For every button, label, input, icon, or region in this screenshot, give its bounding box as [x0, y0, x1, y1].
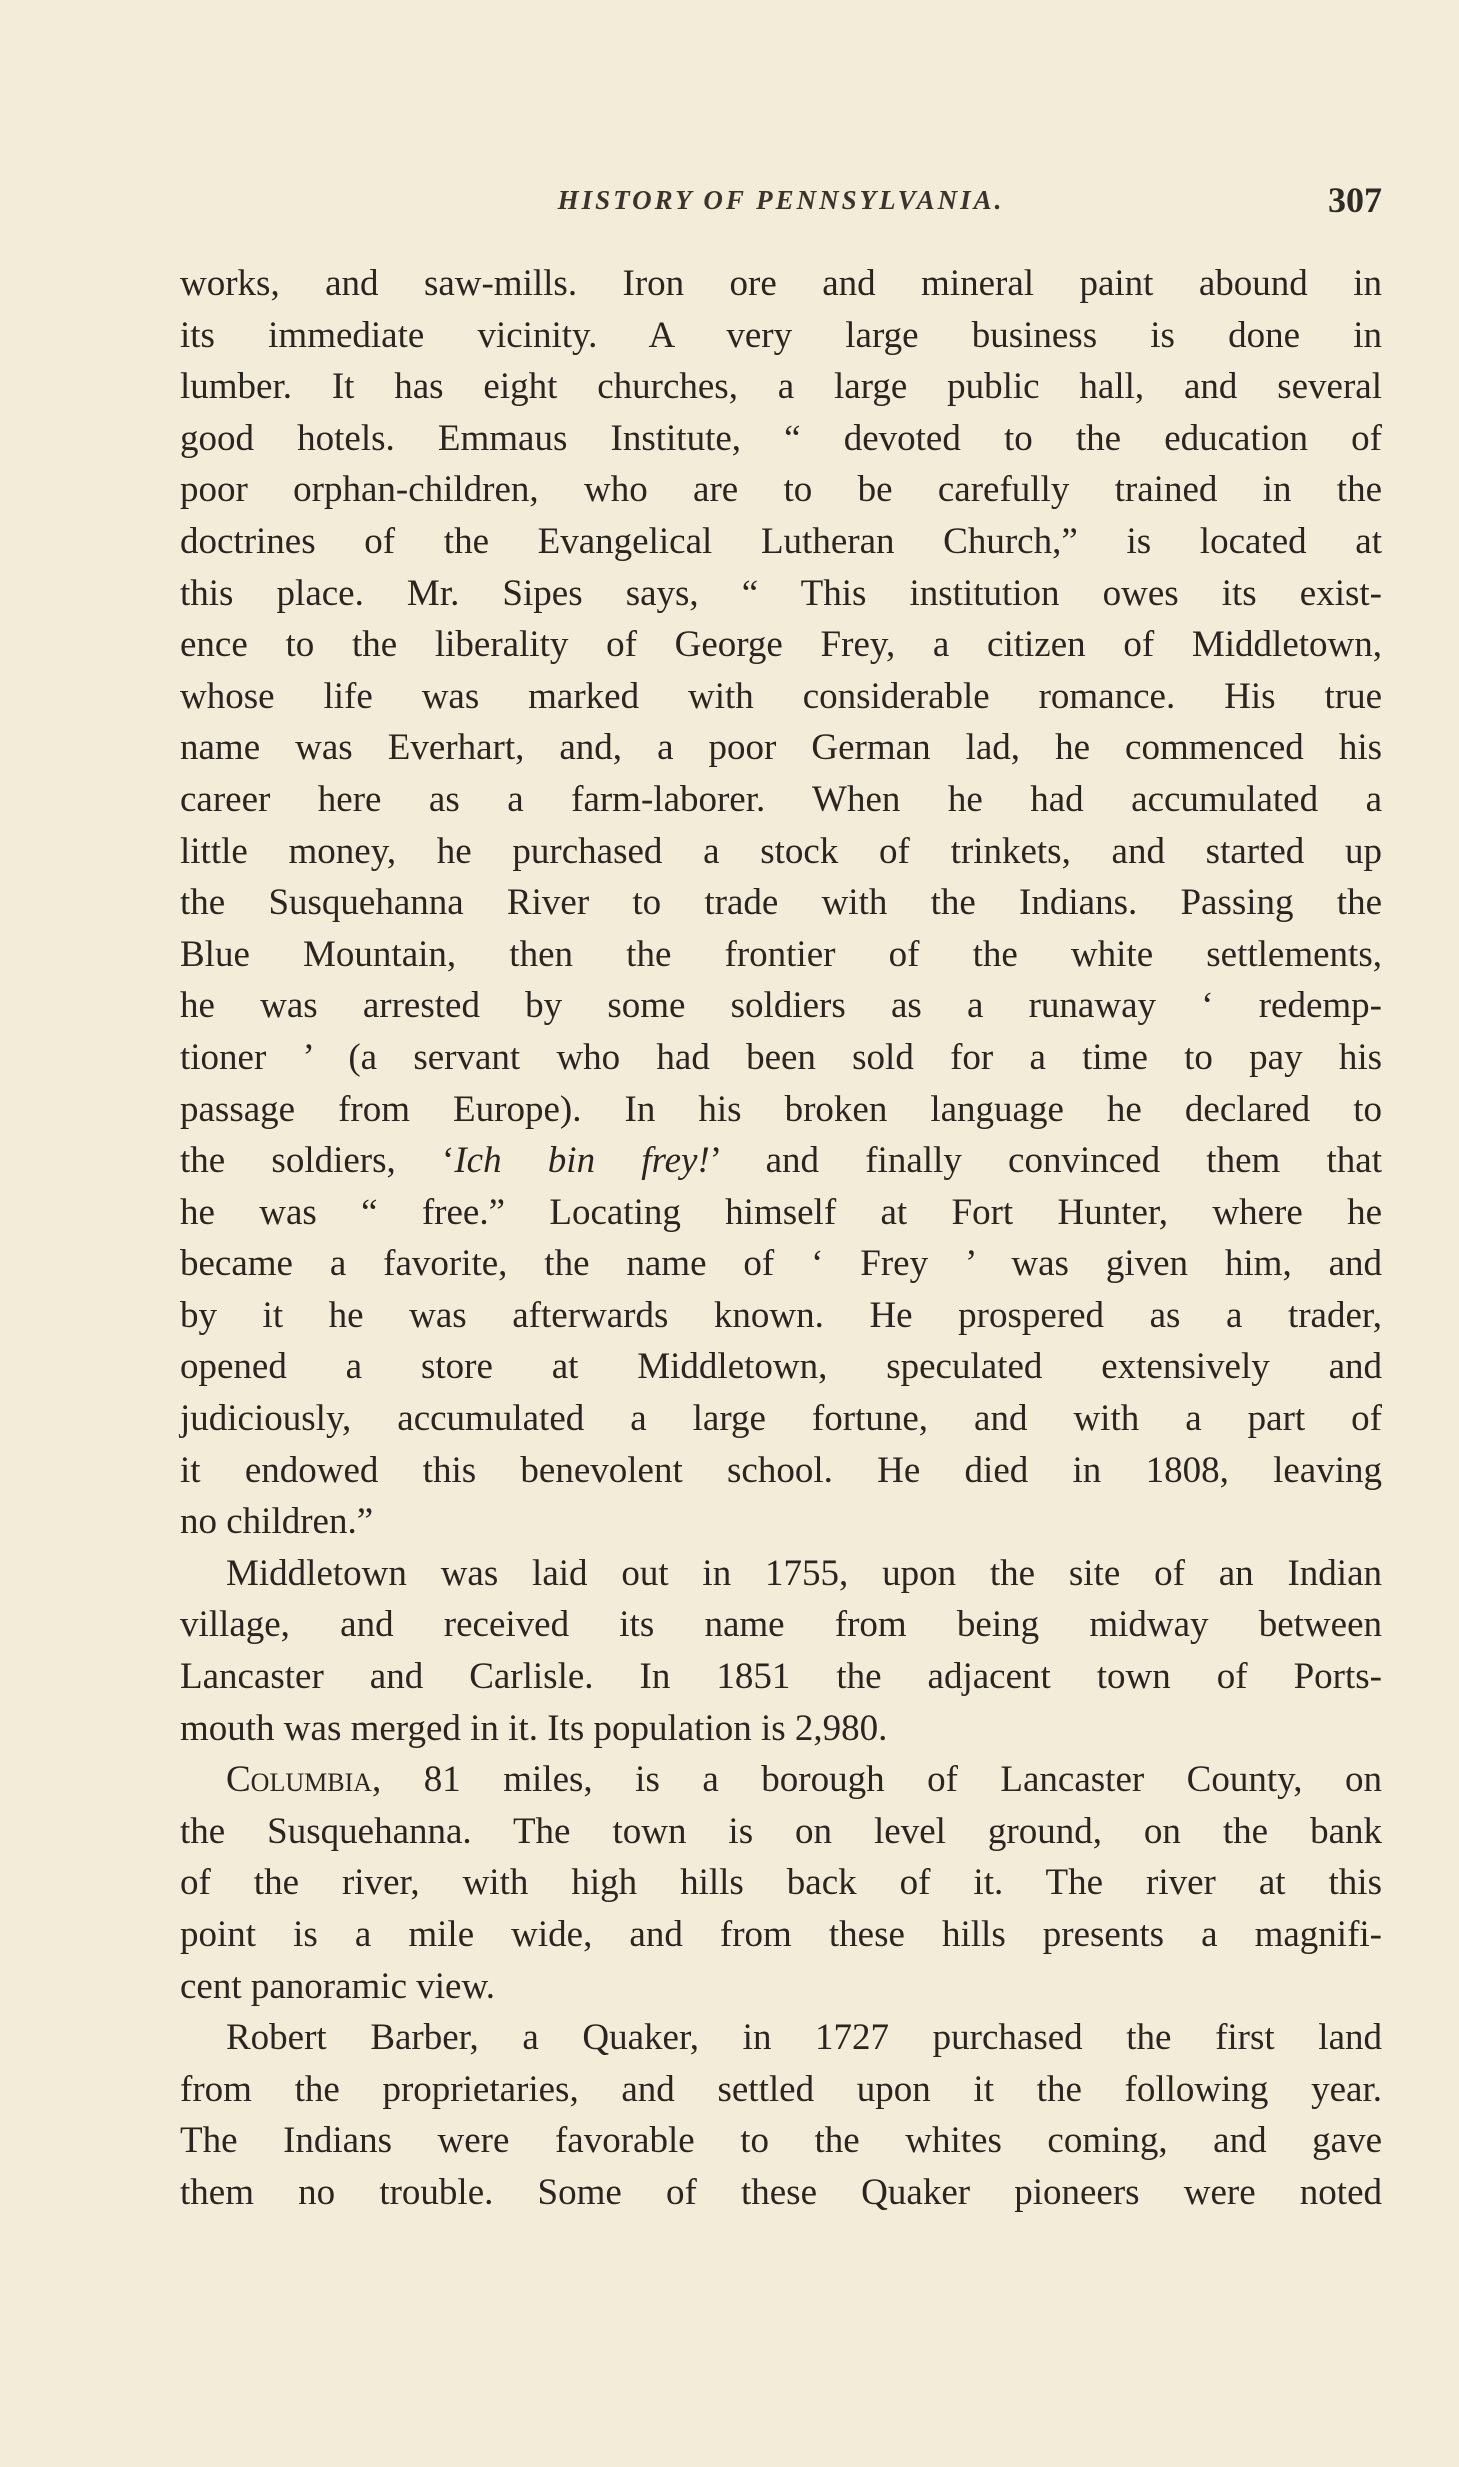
- text-segment: the soldiers, ‘: [180, 1140, 455, 1182]
- italic-phrase: Ich bin frey!: [454, 1140, 710, 1182]
- text-line: village, and received its name from being midway between: [180, 1604, 1382, 1646]
- text-line: works, and saw-mills. Iron ore and mineral paint abound in: [180, 263, 1382, 304]
- text-line: whose life was marked with considerable romance. His true: [180, 675, 1382, 717]
- small-caps-lead: Columbia,: [226, 1759, 382, 1801]
- text-segment: 81 miles, is a borough of Lancaster County, on: [381, 1759, 1382, 1801]
- text-line: Blue Mountain, then the frontier of the white settlements,: [180, 933, 1382, 975]
- text-line: he was arrested by some soldiers as a runaway ‘ redemp-: [180, 985, 1382, 1027]
- paragraph-2: [180, 1548, 1382, 1754]
- text-line: ence to the liberality of George Frey, a citizen of Middletown,: [180, 624, 1382, 666]
- text-line: became a favorite, the name of ‘ Frey ’ was given him, and: [180, 1243, 1382, 1285]
- text-line: Robert Barber, a Quaker, in 1727 purchased the first land: [226, 2017, 1382, 2059]
- text-line: from the proprietaries, and settled upon it the following year.: [180, 2068, 1382, 2110]
- paragraph-4: [180, 2012, 1382, 2218]
- text-line: tioner ’ (a servant who had been sold for a time to pay his: [180, 1036, 1382, 1078]
- text-line-with-small-caps: [180, 1754, 1382, 1806]
- text-line: good hotels. Emmaus Institute, “ devoted to the education of: [180, 417, 1382, 459]
- text-line: point is a mile wide, and from these hills presents a magnifi-: [180, 1914, 1382, 1955]
- paragraph-3: [180, 1754, 1382, 2012]
- paragraph-1: [180, 258, 1382, 1548]
- text-line: poor orphan-children, who are to be carefully trained in the: [180, 469, 1382, 511]
- text-segment: ’ and finally convinced them that: [709, 1140, 1383, 1182]
- running-head: HISTORY OF PENNSYLVANIA.: [557, 185, 1005, 215]
- text-line: this place. Mr. Sipes says, “ This institution owes its exist-: [180, 572, 1382, 614]
- text-line: lumber. It has eight churches, a large public hall, and several: [180, 366, 1382, 408]
- text-line: Middletown was laid out in 1755, upon the site of an Indian: [226, 1552, 1382, 1594]
- text-line: passage from Europe). In his broken language he declared to: [180, 1088, 1382, 1130]
- text-line: Lancaster and Carlisle. In 1851 the adjacent town of Ports-: [180, 1656, 1382, 1698]
- page-body: [180, 258, 1382, 2219]
- text-line: its immediate vicinity. A very large business is done in: [180, 314, 1382, 356]
- text-line: cent panoramic view.: [180, 1965, 496, 2007]
- text-line: doctrines of the Evangelical Lutheran Church,” is located at: [180, 520, 1382, 562]
- text-line: he was “ free.” Locating himself at Fort Hunter, where he: [180, 1191, 1382, 1233]
- text-line: career here as a farm-laborer. When he had accumulated a: [180, 778, 1382, 820]
- text-line: by it he was afterwards known. He prospered as a trader,: [180, 1294, 1382, 1336]
- text-line: judiciously, accumulated a large fortune, and with a part of: [180, 1398, 1382, 1440]
- page-header: [180, 180, 1382, 235]
- text-line: no children.”: [180, 1501, 374, 1543]
- text-line: The Indians were favorable to the whites coming, and gave: [180, 2120, 1382, 2162]
- text-line: opened a store at Middletown, speculated extensively and: [180, 1346, 1382, 1388]
- text-line: them no trouble. Some of these Quaker pioneers were noted: [180, 2171, 1382, 2213]
- text-line: it endowed this benevolent school. He died in 1808, leaving: [180, 1449, 1382, 1491]
- text-line: of the river, with high hills back of it. The river at this: [180, 1862, 1382, 1904]
- text-line: little money, he purchased a stock of trinkets, and started up: [180, 830, 1382, 872]
- text-line: the Susquehanna. The town is on level ground, on the bank: [180, 1810, 1382, 1852]
- text-line: mouth was merged in it. Its population is 2,980.: [180, 1707, 888, 1749]
- text-line-with-italic: [180, 1135, 1382, 1187]
- text-line: name was Everhart, and, a poor German lad, he commenced his: [180, 727, 1382, 769]
- text-line: the Susquehanna River to trade with the Indians. Passing the: [180, 882, 1382, 924]
- page-number: 307: [1328, 180, 1382, 220]
